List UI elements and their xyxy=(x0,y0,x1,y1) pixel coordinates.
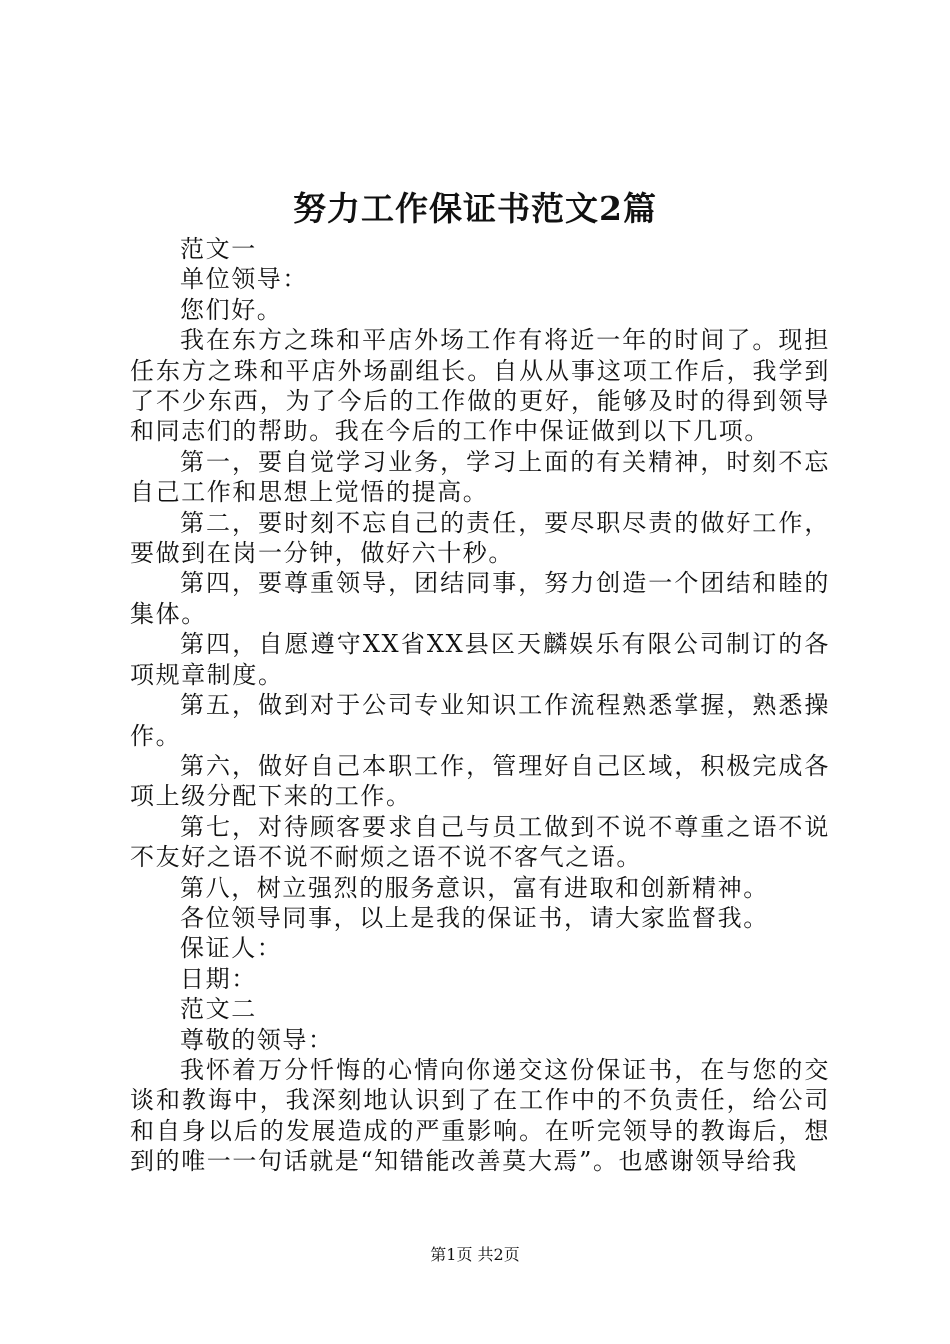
paragraph: 单位领导： xyxy=(180,265,308,294)
paragraph: 第八，树立强烈的服务意识，富有进取和创新精神。 xyxy=(180,873,769,902)
paragraph: 第二，要时刻不忘自己的责任，要尽职尽责的做好工作，要做到在岗一分钟，做好六十秒。 xyxy=(130,508,830,568)
paragraph: 尊敬的领导： xyxy=(180,1025,334,1054)
paragraph: 第七，对待顾客要求自己与员工做到不说不尊重之语不说不友好之语不说不耐烦之语不说不客气之语。 xyxy=(130,812,830,872)
paragraph: 范文一 xyxy=(180,235,257,263)
paragraph: 我在东方之珠和平店外场工作有将近一年的时间了。现担任东方之珠和平店外场副组长。自从从事这项工作后，我学到了不少东西，为了今后的工作做的更好，能够及时的得到领导和同志们的帮助。我在今后的工作中保证做到以下几项。 xyxy=(130,326,830,446)
paragraph: 保证人： xyxy=(180,934,283,963)
paragraph: 第四，要尊重领导，团结同事，努力创造一个团结和睦的集体。 xyxy=(130,569,830,628)
document-title: 努力工作保证书范文2篇 xyxy=(293,189,657,228)
paragraph: 日期： xyxy=(180,964,257,993)
document-body xyxy=(130,234,830,1177)
page-number: 第1页 共2页 xyxy=(430,1245,520,1264)
paragraph: 我怀着万分忏悔的心情向你递交这份保证书，在与您的交谈和教诲中，我深刻地认识到了在工作中的不负责任，给公司和自身以后的发展造成的严重影响。在听完领导的教诲后，想到的唯一一句话就是“知错能改善莫大焉”。也感谢领导给我 xyxy=(130,1055,830,1176)
paragraph: 您们好。 xyxy=(180,295,283,324)
paragraph: 第六，做好自己本职工作，管理好自己区域，积极完成各项上级分配下来的工作。 xyxy=(130,751,830,811)
paragraph: 第五，做到对于公司专业知识工作流程熟悉掌握，熟悉操作。 xyxy=(130,691,830,750)
paragraph: 各位领导同事，以上是我的保证书，请大家监督我。 xyxy=(180,903,769,932)
paragraph: 第四，自愿遵守XX省XX县区天麟娱乐有限公司制订的各项规章制度。 xyxy=(130,630,830,689)
paragraph: 范文二 xyxy=(180,995,257,1024)
paragraph: 第一，要自觉学习业务，学习上面的有关精神，时刻不忘自己工作和思想上觉悟的提高。 xyxy=(130,447,830,507)
